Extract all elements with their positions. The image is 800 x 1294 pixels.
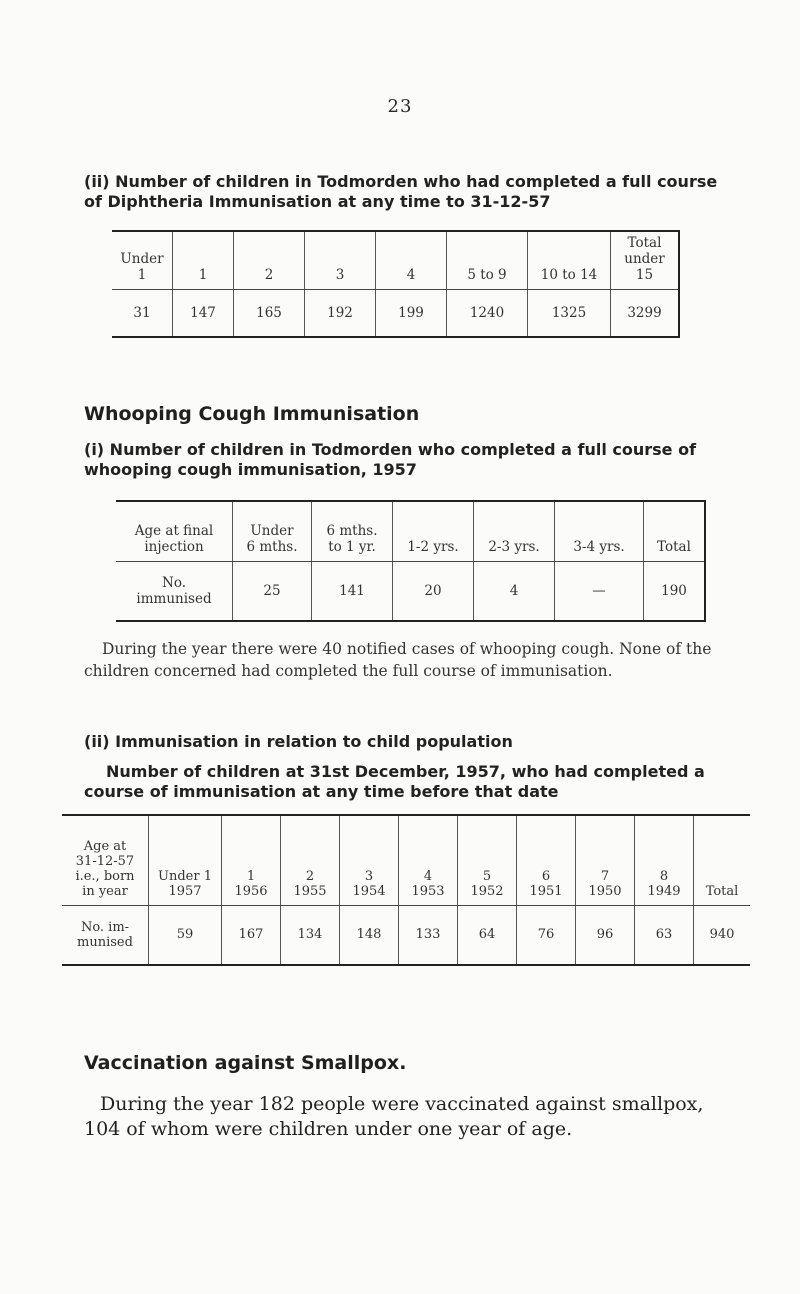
table-cell: 4 <box>474 561 555 621</box>
row-label-line: No. im- <box>80 919 130 935</box>
col-header-line: 5 to 9 <box>467 266 507 283</box>
col-header-line: 2-3 yrs. <box>488 538 540 555</box>
table-cell: 25 <box>233 561 312 621</box>
whooping-table <box>116 500 706 622</box>
table-cell: 1240 <box>447 289 528 337</box>
col-header-line: Age at final <box>134 522 214 539</box>
col-header <box>112 231 173 289</box>
table-cell: 64 <box>458 905 517 965</box>
col-header <box>447 231 528 289</box>
table-cell: 133 <box>399 905 458 965</box>
row-label-line: No. <box>162 574 186 591</box>
col-header-line: Under 1 <box>158 868 212 884</box>
col-header-line: 8 <box>659 868 669 884</box>
col-header-line: i.e., born <box>75 868 135 884</box>
col-header-line: 6 mths. <box>326 522 378 539</box>
table-header-row <box>62 815 750 905</box>
col-header <box>644 501 706 561</box>
table-cell: 165 <box>234 289 305 337</box>
col-header <box>517 815 576 905</box>
col-header <box>340 815 399 905</box>
col-header-line: Total <box>657 538 691 555</box>
col-header-line: 5 <box>482 868 492 884</box>
col-header-line: 4 <box>423 868 433 884</box>
table-cell: 20 <box>393 561 474 621</box>
table-cell: 192 <box>305 289 376 337</box>
col-header <box>62 815 149 905</box>
table-cell: 167 <box>222 905 281 965</box>
smallpox-text: During the year 182 people were vaccinated against smallpox, 104 of whom were children under one year of age. <box>84 1093 704 1140</box>
col-header <box>555 501 644 561</box>
table-cell: 190 <box>644 561 706 621</box>
col-header-line: 1-2 yrs. <box>407 538 459 555</box>
table-cell: 59 <box>149 905 222 965</box>
col-header-line: Under <box>120 250 164 267</box>
smallpox-section-title: Vaccination against Smallpox. <box>84 1052 407 1074</box>
col-header <box>393 501 474 561</box>
col-header <box>149 815 222 905</box>
col-header-line: Age at <box>83 838 127 854</box>
col-header-line: 1955 <box>293 883 327 899</box>
col-header <box>173 231 234 289</box>
col-header <box>233 501 312 561</box>
col-header-line: 6 <box>541 868 551 884</box>
col-header-line: 10 to 14 <box>540 266 598 283</box>
table-header-row <box>112 231 679 289</box>
col-header-line: 1951 <box>529 883 563 899</box>
page-number: 23 <box>387 96 413 117</box>
col-header-line: 1 <box>198 266 208 283</box>
col-header <box>305 231 376 289</box>
whooping-note: During the year there were 40 notified cases of whooping cough. None of the children concerned had completed the full course of immunisation. <box>84 640 712 680</box>
table-cell: 3299 <box>611 289 680 337</box>
table-cell: 63 <box>635 905 694 965</box>
col-header-line: 2 <box>264 266 274 283</box>
col-header <box>312 501 393 561</box>
col-header-line: 1953 <box>411 883 445 899</box>
whooping-heading-line1: (i) Number of children in Todmorden who completed a full course of <box>84 440 697 459</box>
col-header-line: Total <box>627 234 662 251</box>
table-cell: 31 <box>133 304 151 321</box>
table-cell: 147 <box>173 289 234 337</box>
child-population-sub-line2: course of immunisation at any time before that date <box>84 782 559 801</box>
col-header-line: 1 <box>137 266 147 283</box>
child-population-heading: (ii) Immunisation in relation to child population <box>84 732 513 751</box>
col-header <box>116 501 233 561</box>
diphtheria-heading-line2: of Diphtheria Immunisation at any time to 31-12-57 <box>84 192 551 211</box>
whooping-heading-line2: whooping cough immunisation, 1957 <box>84 460 417 479</box>
table-cell: 141 <box>312 561 393 621</box>
table-row <box>116 561 705 621</box>
whooping-section-title: Whooping Cough Immunisation <box>84 403 420 425</box>
child-population-table <box>62 814 750 966</box>
col-header-line: 1956 <box>234 883 268 899</box>
col-header-line: in year <box>82 883 128 899</box>
col-header-line: 1952 <box>470 883 504 899</box>
col-header-line: 3-4 yrs. <box>573 538 625 555</box>
table-cell: 76 <box>517 905 576 965</box>
row-label <box>116 561 233 621</box>
col-header-line: 1957 <box>168 883 202 899</box>
row-label-line: immunised <box>136 590 212 607</box>
col-header-line: injection <box>144 538 204 555</box>
col-header <box>694 815 751 905</box>
col-header <box>281 815 340 905</box>
col-header-line: 3 <box>364 868 374 884</box>
col-header <box>376 231 447 289</box>
table-cell: 148 <box>340 905 399 965</box>
col-header <box>611 231 680 289</box>
col-header-line: 6 mths. <box>246 538 298 555</box>
child-population-subheading <box>84 762 744 802</box>
col-header-line: 1950 <box>588 883 622 899</box>
col-header-line: 7 <box>600 868 610 884</box>
table-cell: 199 <box>376 289 447 337</box>
col-header <box>234 231 305 289</box>
table-cell: 1325 <box>528 289 611 337</box>
row-label <box>62 905 149 965</box>
diphtheria-heading-line1: (ii) Number of children in Todmorden who had completed a full course <box>84 172 718 191</box>
col-header <box>474 501 555 561</box>
table-header-row <box>116 501 705 561</box>
table-cell: 96 <box>576 905 635 965</box>
table-row <box>112 289 679 337</box>
col-header-line: 31-12-57 <box>75 853 135 869</box>
col-header-line: 1949 <box>647 883 681 899</box>
col-header <box>458 815 517 905</box>
col-header-line: Under <box>250 522 294 539</box>
col-header <box>528 231 611 289</box>
col-header <box>399 815 458 905</box>
col-header <box>222 815 281 905</box>
row-label-line: munised <box>77 934 133 950</box>
col-header-line: 3 <box>335 266 345 283</box>
table-cell: — <box>555 561 644 621</box>
col-header-line: 1 <box>246 868 256 884</box>
child-population-sub-line1: Number of children at 31st December, 1957, who had completed a <box>106 762 705 781</box>
col-header-line: to 1 yr. <box>328 538 376 555</box>
col-header <box>635 815 694 905</box>
table-cell: 940 <box>694 905 751 965</box>
diphtheria-heading <box>84 172 744 212</box>
col-header-line: 4 <box>406 266 416 283</box>
col-header-line: Total <box>705 883 739 899</box>
col-header-line: 2 <box>305 868 315 884</box>
col-header-line: under 15 <box>624 250 665 283</box>
table-row <box>62 905 750 965</box>
diphtheria-table <box>112 230 680 338</box>
col-header-line: 1954 <box>352 883 386 899</box>
col-header <box>576 815 635 905</box>
table-cell: 134 <box>281 905 340 965</box>
whooping-heading <box>84 440 744 480</box>
